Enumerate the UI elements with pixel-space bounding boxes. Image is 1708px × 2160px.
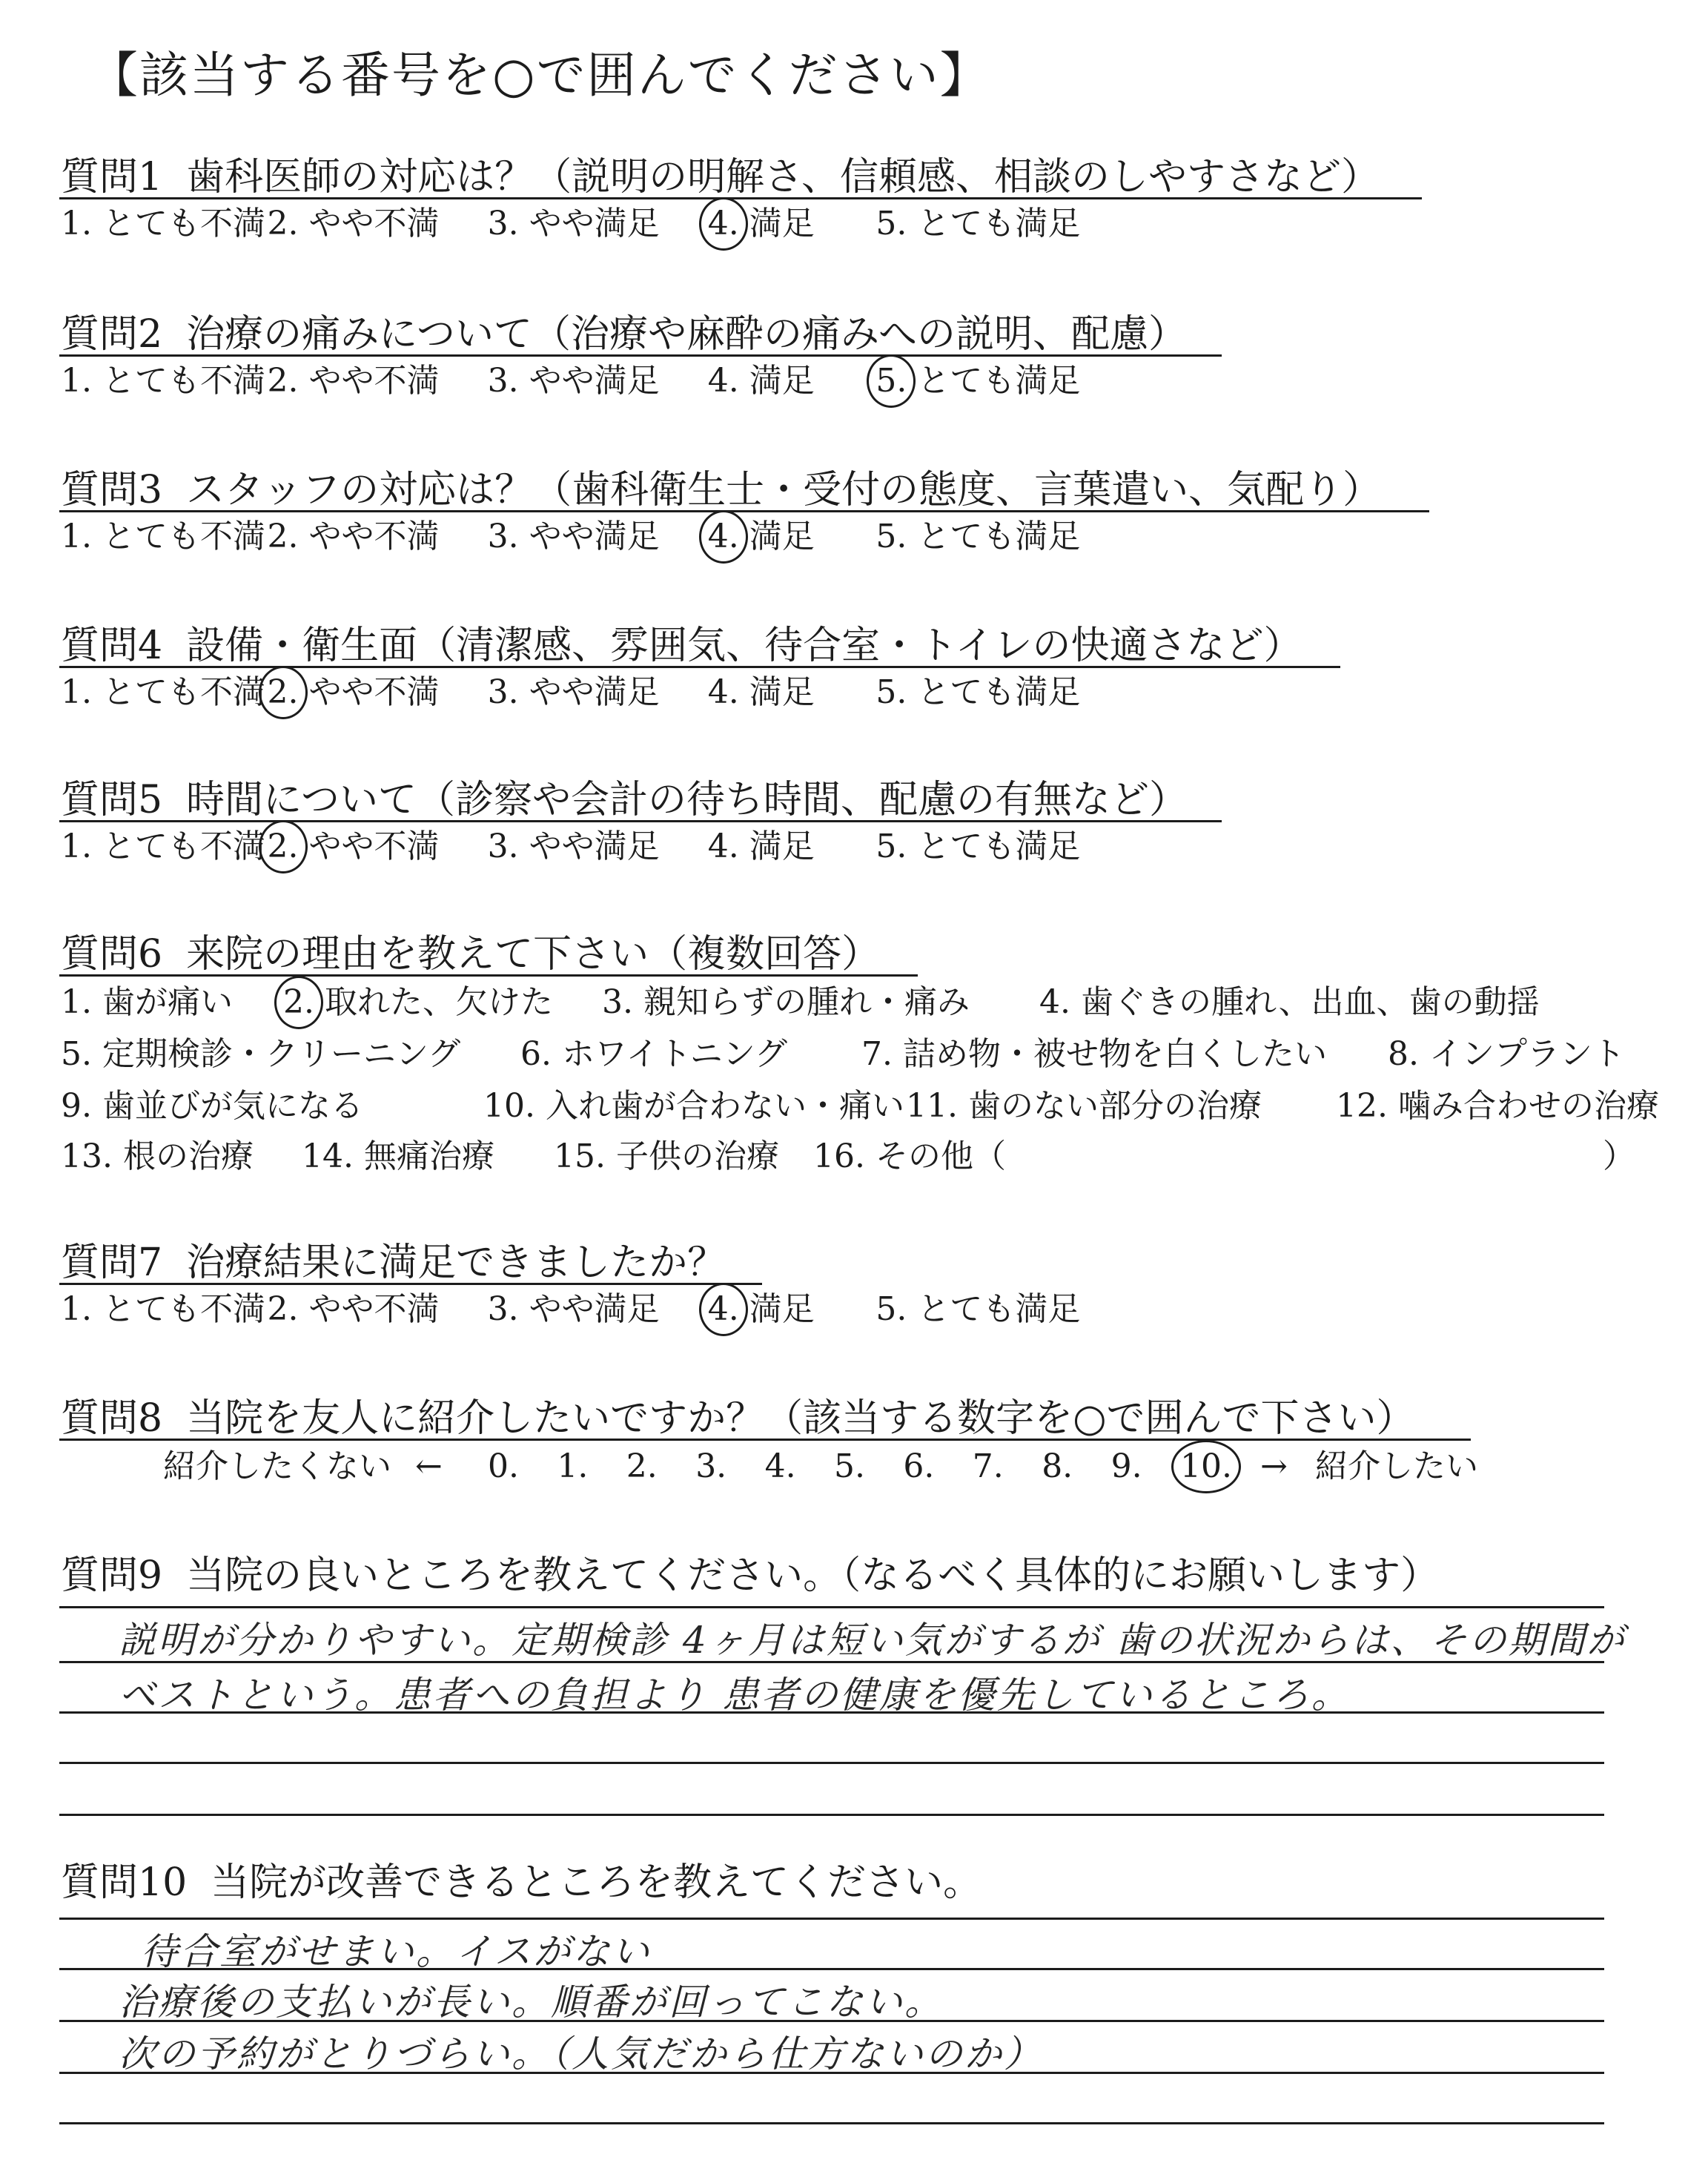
option-1[interactable]: 1. とても不満 [61, 362, 265, 400]
option-5[interactable]: 5. とても満足 [875, 1290, 1081, 1328]
question-10-answer-line-3: 次の予約がとりづらい。（人気だから仕方ないのか） [119, 2032, 1043, 2075]
question-3-label: 質問3 [61, 468, 163, 512]
question-5-label: 質問5 [61, 778, 163, 822]
scale-option-8[interactable]: 8. [1042, 1447, 1073, 1485]
scale-option-6[interactable]: 6. [903, 1447, 935, 1485]
question-8 [61, 1387, 1414, 1442]
question-6 [61, 922, 880, 978]
option-2[interactable]: 2. やや不満 [267, 362, 440, 400]
option-1[interactable]: 1. とても不満 [61, 673, 265, 711]
question-7-rule [59, 1283, 762, 1285]
question-3-text: スタッフの対応は？（歯科衛生士・受付の態度、言葉遣い、気配り） [186, 468, 1382, 512]
reason-option-9[interactable]: 9. 歯並びが気になる [61, 1087, 363, 1125]
scale-option-4[interactable]: 4. [764, 1447, 796, 1485]
reason-option-14[interactable]: 14. 無痛治療 [302, 1137, 494, 1175]
reason-other-close: ） [1603, 1137, 1635, 1175]
question-4-rule [59, 666, 1340, 668]
reason-option-11[interactable]: 11. 歯のない部分の治療 [906, 1087, 1262, 1125]
question-10-text: 当院が改善できるところを教えてください。 [211, 1860, 982, 1905]
question-10-answer-line-2: 治療後の支払いが長い。順番が回ってこない。 [119, 1981, 944, 2024]
reason-option-15[interactable]: 15. 子供の治療 [554, 1137, 779, 1175]
option-5[interactable]: 5. とても満足 [875, 205, 1081, 242]
reason-option-8[interactable]: 8. インプラント [1388, 1035, 1625, 1073]
option-2[interactable]: 2. やや不満 [267, 205, 440, 242]
question-5-text: 時間について（診察や会計の待ち時間、配慮の有無など） [186, 778, 1188, 822]
question-1-text: 歯科医師の対応は？（説明の明解さ、信頼感、相談のしやすさなど） [186, 155, 1380, 199]
scale-option-0[interactable]: 0. [488, 1447, 519, 1485]
reason-option-7[interactable]: 7. 詰め物・被せ物を白くしたい [861, 1035, 1327, 1073]
option-3[interactable]: 3. やや満足 [487, 1290, 660, 1328]
option-1[interactable]: 1. とても不満 [61, 1290, 265, 1328]
option-4[interactable]: 4. 満足 [708, 515, 815, 559]
reason-option-10[interactable]: 10. 入れ歯が合わない・痛い [483, 1087, 904, 1125]
answer-line [59, 2122, 1604, 2124]
reason-option-4[interactable]: 4. 歯ぐきの腫れ、出血、歯の動揺 [1039, 983, 1540, 1021]
arrow-left-icon: ← [415, 1447, 443, 1485]
answer-line [59, 1814, 1604, 1816]
question-1 [61, 145, 1380, 201]
option-3[interactable]: 3. やや満足 [487, 362, 660, 400]
question-10-label: 質問10 [61, 1860, 188, 1905]
option-5[interactable]: 5. とても満足 [875, 359, 1080, 403]
question-4 [61, 614, 1302, 670]
question-9-answer-line-1: 説明が分かりやすい。定期検診 4ヶ月は短い気がするが 歯の状況からは、その期間が [119, 1619, 1626, 1662]
option-3[interactable]: 3. やや満足 [487, 205, 660, 242]
scale-option-2[interactable]: 2. [626, 1447, 658, 1485]
question-2-text: 治療の痛みについて（治療や麻酔の痛みへの説明、配慮） [186, 312, 1188, 357]
question-9-text: 当院の良いところを教えてください。（なるべく具体的にお願いします） [186, 1553, 1440, 1598]
reason-option-6[interactable]: 6. ホワイトニング [520, 1035, 788, 1073]
scale-option-9[interactable]: 9. [1110, 1447, 1142, 1485]
option-4[interactable]: 4. 満足 [707, 673, 815, 711]
option-1[interactable]: 1. とても不満 [61, 828, 265, 865]
question-9-answer-line-2: ベストという。患者への負担より 患者の健康を優先しているところ。 [119, 1674, 1351, 1717]
scale-right-label: 紹介したい [1315, 1447, 1478, 1485]
question-5-rule [59, 820, 1222, 822]
reason-option-5[interactable]: 5. 定期検診・クリーニング [61, 1035, 461, 1073]
question-3 [61, 458, 1381, 514]
answer-line [59, 1762, 1604, 1764]
scale-left-label: 紹介したくない [163, 1447, 391, 1485]
question-8-text: 当院を友人に紹介したいですか？（該当する数字を○で囲んで下さい） [186, 1396, 1415, 1441]
question-1-rule [59, 197, 1422, 199]
option-4[interactable]: 4. 満足 [707, 828, 815, 865]
option-1[interactable]: 1. とても不満 [61, 518, 265, 555]
option-3[interactable]: 3. やや満足 [487, 673, 660, 711]
question-9 [61, 1544, 1439, 1599]
option-2[interactable]: 2. やや不満 [268, 825, 440, 869]
question-2-label: 質問2 [61, 312, 163, 357]
option-4[interactable]: 4. 満足 [708, 1287, 815, 1332]
scale-option-5[interactable]: 5. [834, 1447, 865, 1485]
scale-option-1[interactable]: 1. [557, 1447, 589, 1485]
question-4-text: 設備・衛生面（清潔感、雰囲気、待合室・トイレの快適さなど） [186, 624, 1302, 668]
option-3[interactable]: 3. やや満足 [487, 828, 660, 865]
page-title: 【該当する番号を○で囲んでください】 [89, 47, 990, 104]
option-2[interactable]: 2. やや不満 [268, 670, 440, 715]
option-1[interactable]: 1. とても不満 [61, 205, 265, 242]
answer-line [59, 1918, 1604, 1920]
question-5 [61, 768, 1188, 824]
question-10-answer-line-1: 待合室がせまい。イスがない [141, 1930, 652, 1973]
reason-option-2[interactable]: 2. 取れた、欠けた [283, 980, 553, 1025]
question-10 [61, 1851, 982, 1906]
option-5[interactable]: 5. とても満足 [875, 673, 1081, 711]
option-2[interactable]: 2. やや不満 [267, 1290, 440, 1328]
scale-option-10[interactable]: 10. [1180, 1444, 1232, 1489]
question-1-label: 質問1 [61, 155, 163, 199]
option-4[interactable]: 4. 満足 [707, 362, 815, 400]
question-2-rule [59, 354, 1222, 357]
option-4[interactable]: 4. 満足 [708, 202, 815, 246]
reason-option-13[interactable]: 13. 根の治療 [61, 1137, 254, 1175]
option-5[interactable]: 5. とても満足 [875, 828, 1081, 865]
reason-option-12[interactable]: 12. 噛み合わせの治療 [1336, 1087, 1659, 1125]
scale-option-3[interactable]: 3. [695, 1447, 727, 1485]
reason-option-16[interactable]: 16. その他（ [813, 1137, 1006, 1175]
question-7-text: 治療結果に満足できましたか？ [186, 1241, 726, 1285]
option-2[interactable]: 2. やや不満 [267, 518, 440, 555]
question-3-rule [59, 510, 1429, 512]
question-7-label: 質問7 [61, 1241, 163, 1285]
scale-option-7[interactable]: 7. [972, 1447, 1004, 1485]
reason-option-3[interactable]: 3. 親知らずの腫れ・痛み [602, 983, 970, 1021]
question-6-rule [59, 974, 918, 977]
option-5[interactable]: 5. とても満足 [875, 518, 1081, 555]
question-8-label: 質問8 [61, 1396, 163, 1441]
reason-option-1[interactable]: 1. 歯が痛い [61, 983, 233, 1021]
arrow-right-icon: → [1260, 1447, 1288, 1485]
question-6-text: 来院の理由を教えて下さい（複数回答） [186, 932, 881, 977]
question-8-rule [59, 1439, 1471, 1441]
option-3[interactable]: 3. やや満足 [487, 518, 660, 555]
question-4-label: 質問4 [61, 624, 163, 668]
question-2 [61, 303, 1187, 358]
question-9-label: 質問9 [61, 1553, 163, 1598]
question-7 [61, 1231, 726, 1287]
question-6-label: 質問6 [61, 932, 163, 977]
answer-line [59, 1606, 1604, 1608]
